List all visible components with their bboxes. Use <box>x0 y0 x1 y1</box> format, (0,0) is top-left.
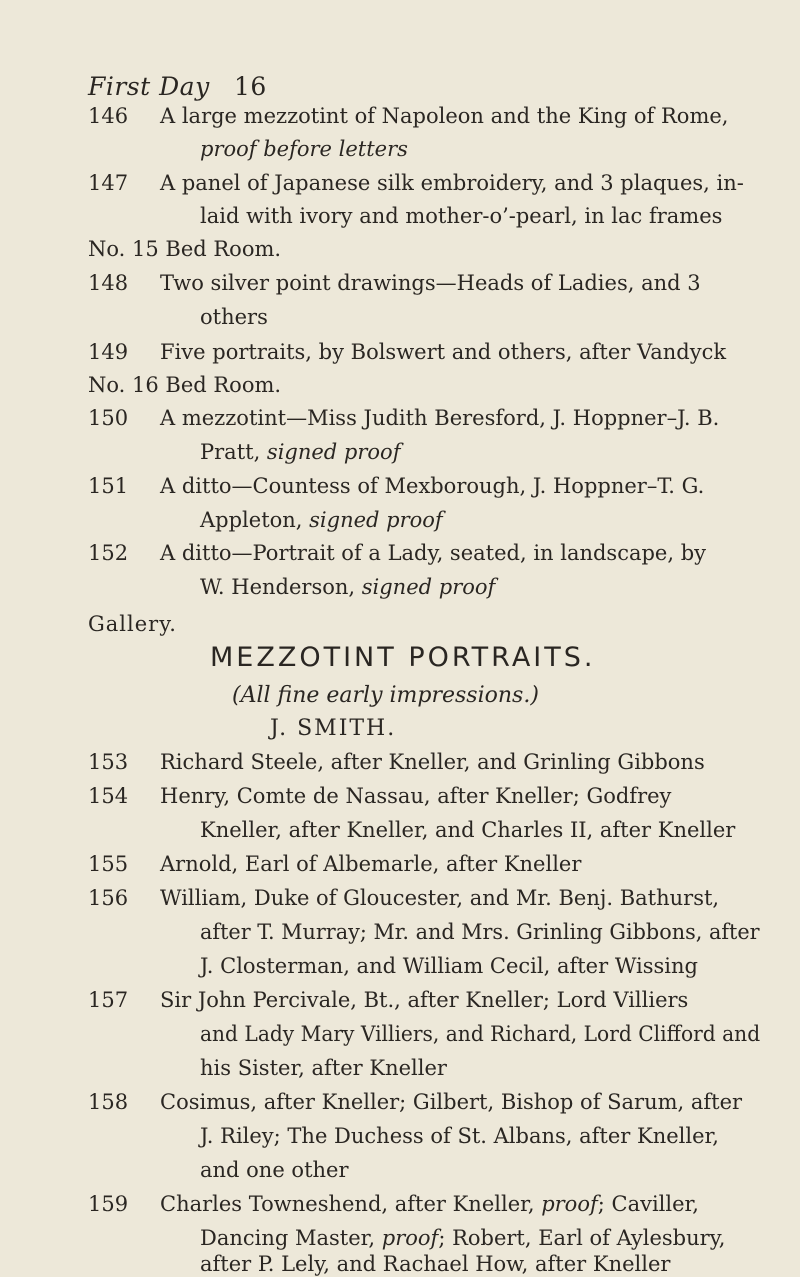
lot-text: Appleton, <box>200 508 310 532</box>
page-number: 16 <box>234 72 267 101</box>
lot-number: 154 <box>88 784 129 808</box>
lot-number: 158 <box>88 1090 129 1114</box>
lot-text: ; Robert, Earl of Aylesbury, <box>438 1226 726 1250</box>
lot-description: Arnold, Earl of Albemarle, after Kneller <box>160 852 582 876</box>
lot-description-cont <box>200 440 400 464</box>
gallery-heading: Gallery. <box>88 612 177 636</box>
lot-number: 156 <box>88 886 129 910</box>
lot-description-cont: his Sister, after Kneller <box>200 1056 447 1080</box>
lot-description-cont: laid with ivory and mother-o’-pearl, in lac frames <box>200 204 723 228</box>
lot-number: 150 <box>88 406 129 430</box>
lot-description-cont: after T. Murray; Mr. and Mrs. Grinling Gibbons, after <box>200 920 760 944</box>
lot-description: Henry, Comte de Nassau, after Kneller; Godfrey <box>160 784 672 808</box>
lot-note: signed proof <box>266 440 401 464</box>
lot-description: William, Duke of Gloucester, and Mr. Benj. Bathurst, <box>160 886 720 910</box>
lot-description-cont: J. Closterman, and William Cecil, after Wissing <box>200 954 698 978</box>
lot-number: 155 <box>88 852 129 876</box>
section-subtitle: (All fine early impressions.) <box>232 683 539 708</box>
lot-description-cont <box>200 575 495 599</box>
lot-number: 157 <box>88 988 129 1012</box>
lot-number: 147 <box>88 171 129 195</box>
lot-text: Charles Towneshend, after Kneller, <box>160 1192 542 1216</box>
lot-description-cont: and Lady Mary Villiers, and Richard, Lord Clifford and <box>200 1022 761 1046</box>
lot-description: Cosimus, after Kneller; Gilbert, Bishop of Sarum, after <box>160 1090 743 1114</box>
lot-note: signed proof <box>361 575 496 599</box>
lot-description: A ditto—Portrait of a Lady, seated, in landscape, by <box>160 541 707 565</box>
lot-text: W. Henderson, <box>200 575 362 599</box>
lot-description-cont: J. Riley; The Duchess of St. Albans, after Kneller, <box>200 1124 719 1148</box>
lot-description <box>160 1192 699 1216</box>
lot-description: Richard Steele, after Kneller, and Grinling Gibbons <box>160 750 705 774</box>
lot-description-cont: proof before letters <box>200 137 408 161</box>
section-title: MEZZOTINT PORTRAITS. <box>210 642 596 673</box>
lot-description: Five portraits, by Bolswert and others, after Vandyck <box>160 340 727 364</box>
lot-number: 151 <box>88 474 129 498</box>
lot-description: Two silver point drawings—Heads of Ladies, and 3 <box>160 271 701 295</box>
lot-note: proof <box>381 1226 439 1250</box>
lot-description-cont: others <box>200 305 268 329</box>
lot-text: ; Caviller, <box>597 1192 699 1216</box>
lot-number: 159 <box>88 1192 129 1216</box>
lot-description-cont: and one other <box>200 1158 349 1182</box>
lot-note: proof <box>541 1192 598 1216</box>
room-heading: No. 15 Bed Room. <box>88 237 282 261</box>
lot-number: 152 <box>88 541 129 565</box>
lot-description-cont: Kneller, after Kneller, and Charles II, after Kneller <box>200 818 736 842</box>
lot-description: A ditto—Countess of Mexborough, J. Hoppner–T. G. <box>160 474 705 498</box>
lot-number: 153 <box>88 750 129 774</box>
lot-description-cont: after P. Lely, and Rachael How, after Kneller <box>200 1252 671 1276</box>
running-head <box>88 72 267 101</box>
room-heading: No. 16 Bed Room. <box>88 373 282 397</box>
lot-description-cont <box>200 1226 725 1250</box>
lot-description: A large mezzotint of Napoleon and the King of Rome, <box>160 104 729 128</box>
lot-description-cont <box>200 508 443 532</box>
lot-text: Pratt, <box>200 440 267 464</box>
running-head-title: First Day <box>88 72 210 101</box>
lot-description: A mezzotint—Miss Judith Beresford, J. Hoppner–J. B. <box>160 406 720 430</box>
lot-text: Dancing Master, <box>200 1226 382 1250</box>
lot-description: A panel of Japanese silk embroidery, and 3 plaques, in- <box>160 171 744 195</box>
lot-number: 149 <box>88 340 129 364</box>
lot-number: 148 <box>88 271 129 295</box>
lot-description: Sir John Percivale, Bt., after Kneller; Lord Villiers <box>160 988 689 1012</box>
lot-number: 146 <box>88 104 129 128</box>
artist-heading: J. SMITH. <box>270 716 397 741</box>
lot-note: signed proof <box>309 508 443 532</box>
